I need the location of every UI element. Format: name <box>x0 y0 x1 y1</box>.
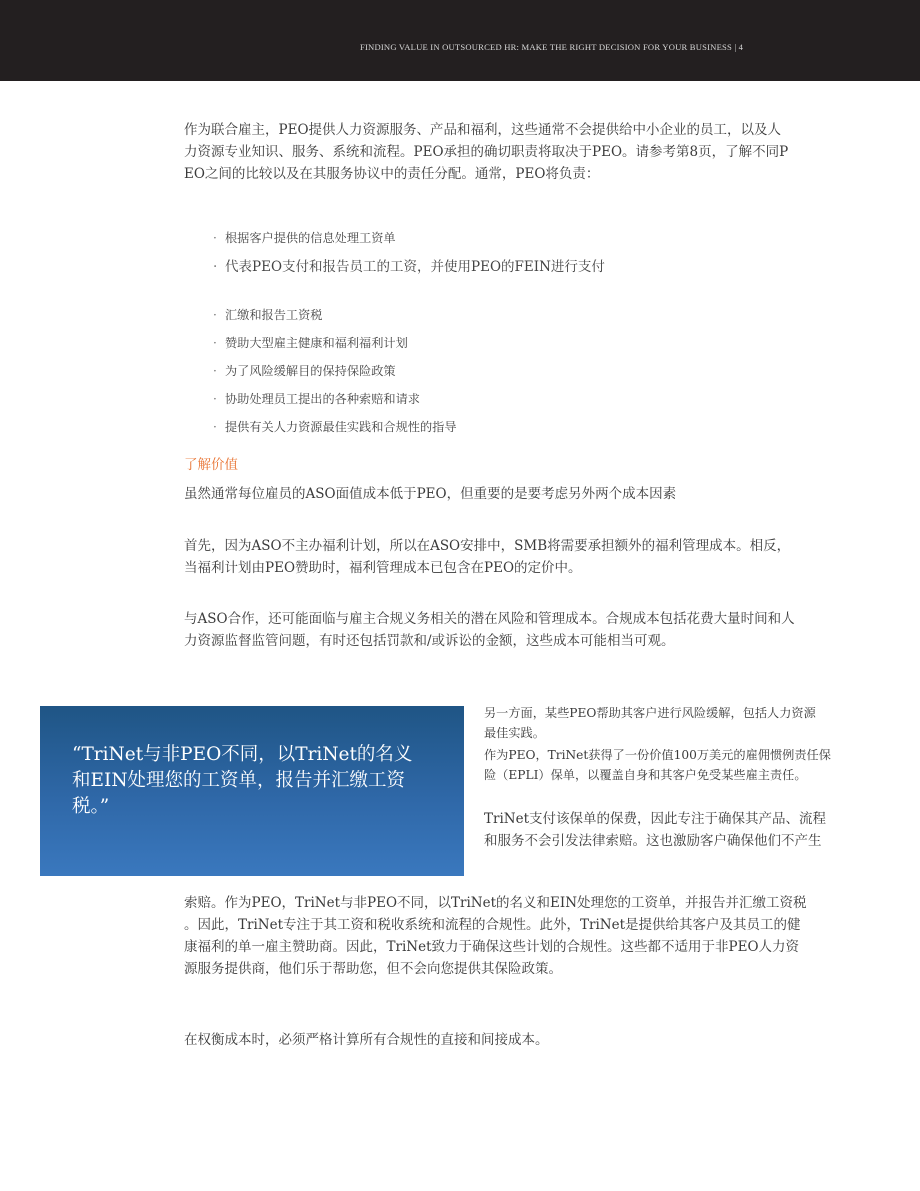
bullet-text: 提供有关人力资源最佳实践和合规性的指导 <box>225 420 457 434</box>
quote-line: 税。” <box>72 796 110 817</box>
section-heading: 了解价值 <box>184 457 238 473</box>
quote-line: “TriNet与非PEO不同，以TriNet的名义 <box>72 744 413 765</box>
intro-line: 作为联合雇主，PEO提供人力资源服务、产品和福利，这些通常不会提供给中小企业的员工，以及人 <box>184 122 782 138</box>
paragraph-line: TriNet支付该保单的保费，因此专注于确保其产品、流程 <box>484 811 827 827</box>
paragraph-line: 索赔。作为PEO，TriNet与非PEO不同，以TriNet的名义和EIN处理您的工资单，并报告并汇缴工资税 <box>184 895 807 911</box>
bullet-text: 协助处理员工提出的各种索赔和请求 <box>225 392 420 406</box>
intro-line: EO之间的比较以及在其服务协议中的责任分配。通常，PEO将负责： <box>184 166 600 182</box>
bullet-marker: · <box>213 364 217 378</box>
bullet-item <box>213 334 408 352</box>
bullet-item <box>213 229 396 247</box>
bullet-marker: · <box>213 231 217 245</box>
bullet-marker: · <box>213 336 217 350</box>
bullet-text: 汇缴和报告工资税 <box>225 308 323 322</box>
closing-paragraph <box>184 1029 864 1051</box>
bullet-item <box>213 258 605 276</box>
bullet-item <box>213 418 457 436</box>
bullet-marker: · <box>213 308 217 322</box>
bullet-text: 代表PEO支付和报告员工的工资，并使用PEO的FEIN进行支付 <box>225 259 605 275</box>
header-bar <box>0 0 920 81</box>
bullet-item <box>213 390 420 408</box>
paragraph-line: 和服务不会引发法律索赔。这也激励客户确保他们不产生 <box>484 833 822 849</box>
intro-line: 力资源专业知识、服务、系统和流程。PEO承担的确切职责将取决于PEO。请参考第8页，了解不同P <box>184 144 789 160</box>
bullet-text: 赞助大型雇主健康和福利福利计划 <box>225 336 408 350</box>
bullet-item <box>213 362 396 380</box>
paragraph-line: 险（EPLI）保单，以覆盖自身和其客户免受某些雇主责任。 <box>484 768 807 782</box>
paragraph-line: 首先，因为ASO不主办福利计划，所以在ASO安排中，SMB将需要承担额外的福利管理成本。相反， <box>184 538 791 554</box>
bullet-marker: · <box>213 259 218 275</box>
value-paragraph-2 <box>184 535 864 579</box>
quote-line: 和EIN处理您的工资单，报告并汇缴工资 <box>72 770 406 791</box>
paragraph-line: 另一方面，某些PEO帮助其客户进行风险缓解，包括人力资源 <box>484 706 816 720</box>
intro-paragraph <box>184 119 864 185</box>
value-paragraph-3 <box>184 608 864 652</box>
bullet-marker: · <box>213 392 217 406</box>
running-header-title: FINDING VALUE IN OUTSOURCED HR: MAKE THE RIGHT DECISION FOR YOUR BUSINESS | 4 <box>360 42 744 52</box>
bullet-text: 根据客户提供的信息处理工资单 <box>225 231 396 245</box>
continuation-paragraph <box>184 892 864 980</box>
paragraph-line: 。因此，TriNet专注于其工资和税收系统和流程的合规性。此外，TriNet是提供给其客户及其员工的健 <box>184 917 801 933</box>
paragraph-line: 在权衡成本时，必须严格计算所有合规性的直接和间接成本。 <box>184 1032 549 1048</box>
pull-quote-text <box>72 742 442 820</box>
paragraph-line: 最佳实践。 <box>484 726 545 740</box>
paragraph-line: 源服务提供商，他们乐于帮助您，但不会向您提供其保险政策。 <box>184 961 562 977</box>
paragraph-line: 与ASO合作，还可能面临与雇主合规义务相关的潜在风险和管理成本。合规成本包括花费大量时间和人 <box>184 611 795 627</box>
bullet-text: 为了风险缓解目的保持保险政策 <box>225 364 396 378</box>
bullet-item <box>213 306 323 324</box>
paragraph-line: 力资源监督监管问题，有时还包括罚款和/或诉讼的金额，这些成本可能相当可观。 <box>184 633 675 649</box>
side-paragraph-3 <box>484 808 864 852</box>
paragraph-line: 当福利计划由PEO赞助时，福利管理成本已包含在PEO的定价中。 <box>184 560 582 576</box>
paragraph-line: 康福利的单一雇主赞助商。因此，TriNet致力于确保这些计划的合规性。这些都不适用于非PEO人力资 <box>184 939 800 955</box>
paragraph-line: 虽然通常每位雇员的ASO面值成本低于PEO，但重要的是要考虑另外两个成本因素 <box>184 486 677 502</box>
side-paragraph-2 <box>484 745 864 785</box>
side-paragraph-1 <box>484 703 864 743</box>
paragraph-line: 作为PEO，TriNet获得了一份价值100万美元的雇佣惯例责任保 <box>484 748 831 762</box>
bullet-marker: · <box>213 420 217 434</box>
value-paragraph-1 <box>184 483 864 505</box>
